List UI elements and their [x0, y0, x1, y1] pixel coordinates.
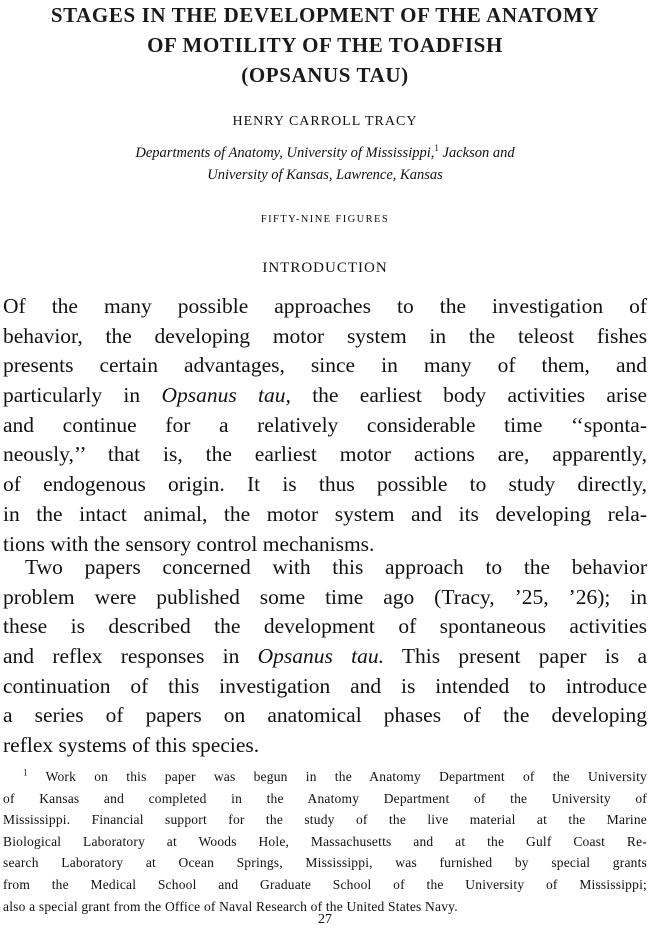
- paragraph-1: [3, 292, 647, 559]
- affiliation-line-2: University of Kansas, Lawrence, Kansas: [207, 167, 443, 183]
- text-line: presents certain advantages, since in many of them, and: [3, 353, 647, 378]
- text-line: these is described the development of spontaneous activities: [3, 614, 647, 639]
- title-line-2: OF MOTILITY OF THE TOADFISH: [147, 33, 503, 57]
- page-number: 27: [318, 912, 332, 927]
- text-line: and reflex responses in Opsanus tau. This present paper is a: [3, 644, 647, 669]
- paragraph-2: [3, 553, 647, 761]
- author-name: HENRY CARROLL TRACY: [232, 114, 418, 129]
- title-line-1: STAGES IN THE DEVELOPMENT OF THE ANATOMY: [50, 3, 600, 27]
- footnote-line: $^1$ Work on this paper was begun in the Anatomy Department of the University: [23, 767, 647, 784]
- text-line: Of the many possible approaches to the investigation of: [3, 294, 647, 318]
- footnote-line: from the Medical School and Graduate School of the University of Mississippi;: [3, 876, 647, 892]
- text-line: continuation of this investigation and is intended to introduce: [3, 673, 647, 698]
- affiliation-line-1: Departments of Anatomy, University of Mississippi,$^1$ Jackson and: [135, 143, 515, 161]
- text-line: particularly in Opsanus tau, the earliest body activities arise: [3, 383, 648, 408]
- text-line: neously,’’ that is, the earliest motor actions are, apparently,: [3, 442, 647, 467]
- title-line-3: (OPSANUS TAU): [241, 63, 409, 87]
- text-line: and continue for a relatively considerable time ‘‘sponta-: [3, 412, 647, 437]
- footnote-line: search Laboratory at Ocean Springs, Mississippi, was furnished by special grants: [3, 855, 647, 871]
- text-line: a series of papers on anatomical phases of the developing: [3, 703, 647, 728]
- text-line: problem were published some time ago (Tracy, ’25, ’26); in: [3, 584, 647, 609]
- footnote-line: of Kansas and completed in the Anatomy Department of the University of: [3, 790, 647, 806]
- section-heading: INTRODUCTION: [262, 260, 388, 276]
- footnote-line: Biological Laboratory at Woods Hole, Massachusetts and at the Gulf Coast Re-: [3, 833, 647, 849]
- text-line: of endogenous origin. It is thus possible to study directly,: [3, 472, 647, 497]
- text-line: Two papers concerned with this approach to the behavior: [25, 555, 647, 579]
- text-line: in the intact animal, the motor system and its developing rela-: [3, 501, 647, 526]
- footnote-line: Mississippi. Financial support for the study of the live material at the Marine: [3, 812, 647, 828]
- paper-title: [0, 0, 650, 90]
- footnote-number: 1: [23, 767, 28, 778]
- text-line: behavior, the developing motor system in the teleost fishes: [3, 323, 647, 348]
- text-line: tions with the sensory control mechanisms.: [3, 531, 375, 556]
- affiliation: [0, 142, 650, 186]
- text-line: reflex systems of this species.: [3, 733, 260, 758]
- footnote-line: also a special grant from the Office of Naval Research of the United States Navy.: [3, 898, 458, 914]
- footnote: [3, 766, 647, 917]
- footnote-mark: 1: [434, 143, 439, 154]
- species-name: Opsanus tau,: [161, 383, 291, 408]
- species-name: Opsanus tau.: [257, 644, 385, 669]
- figures-note: FIFTY-NINE FIGURES: [260, 214, 390, 225]
